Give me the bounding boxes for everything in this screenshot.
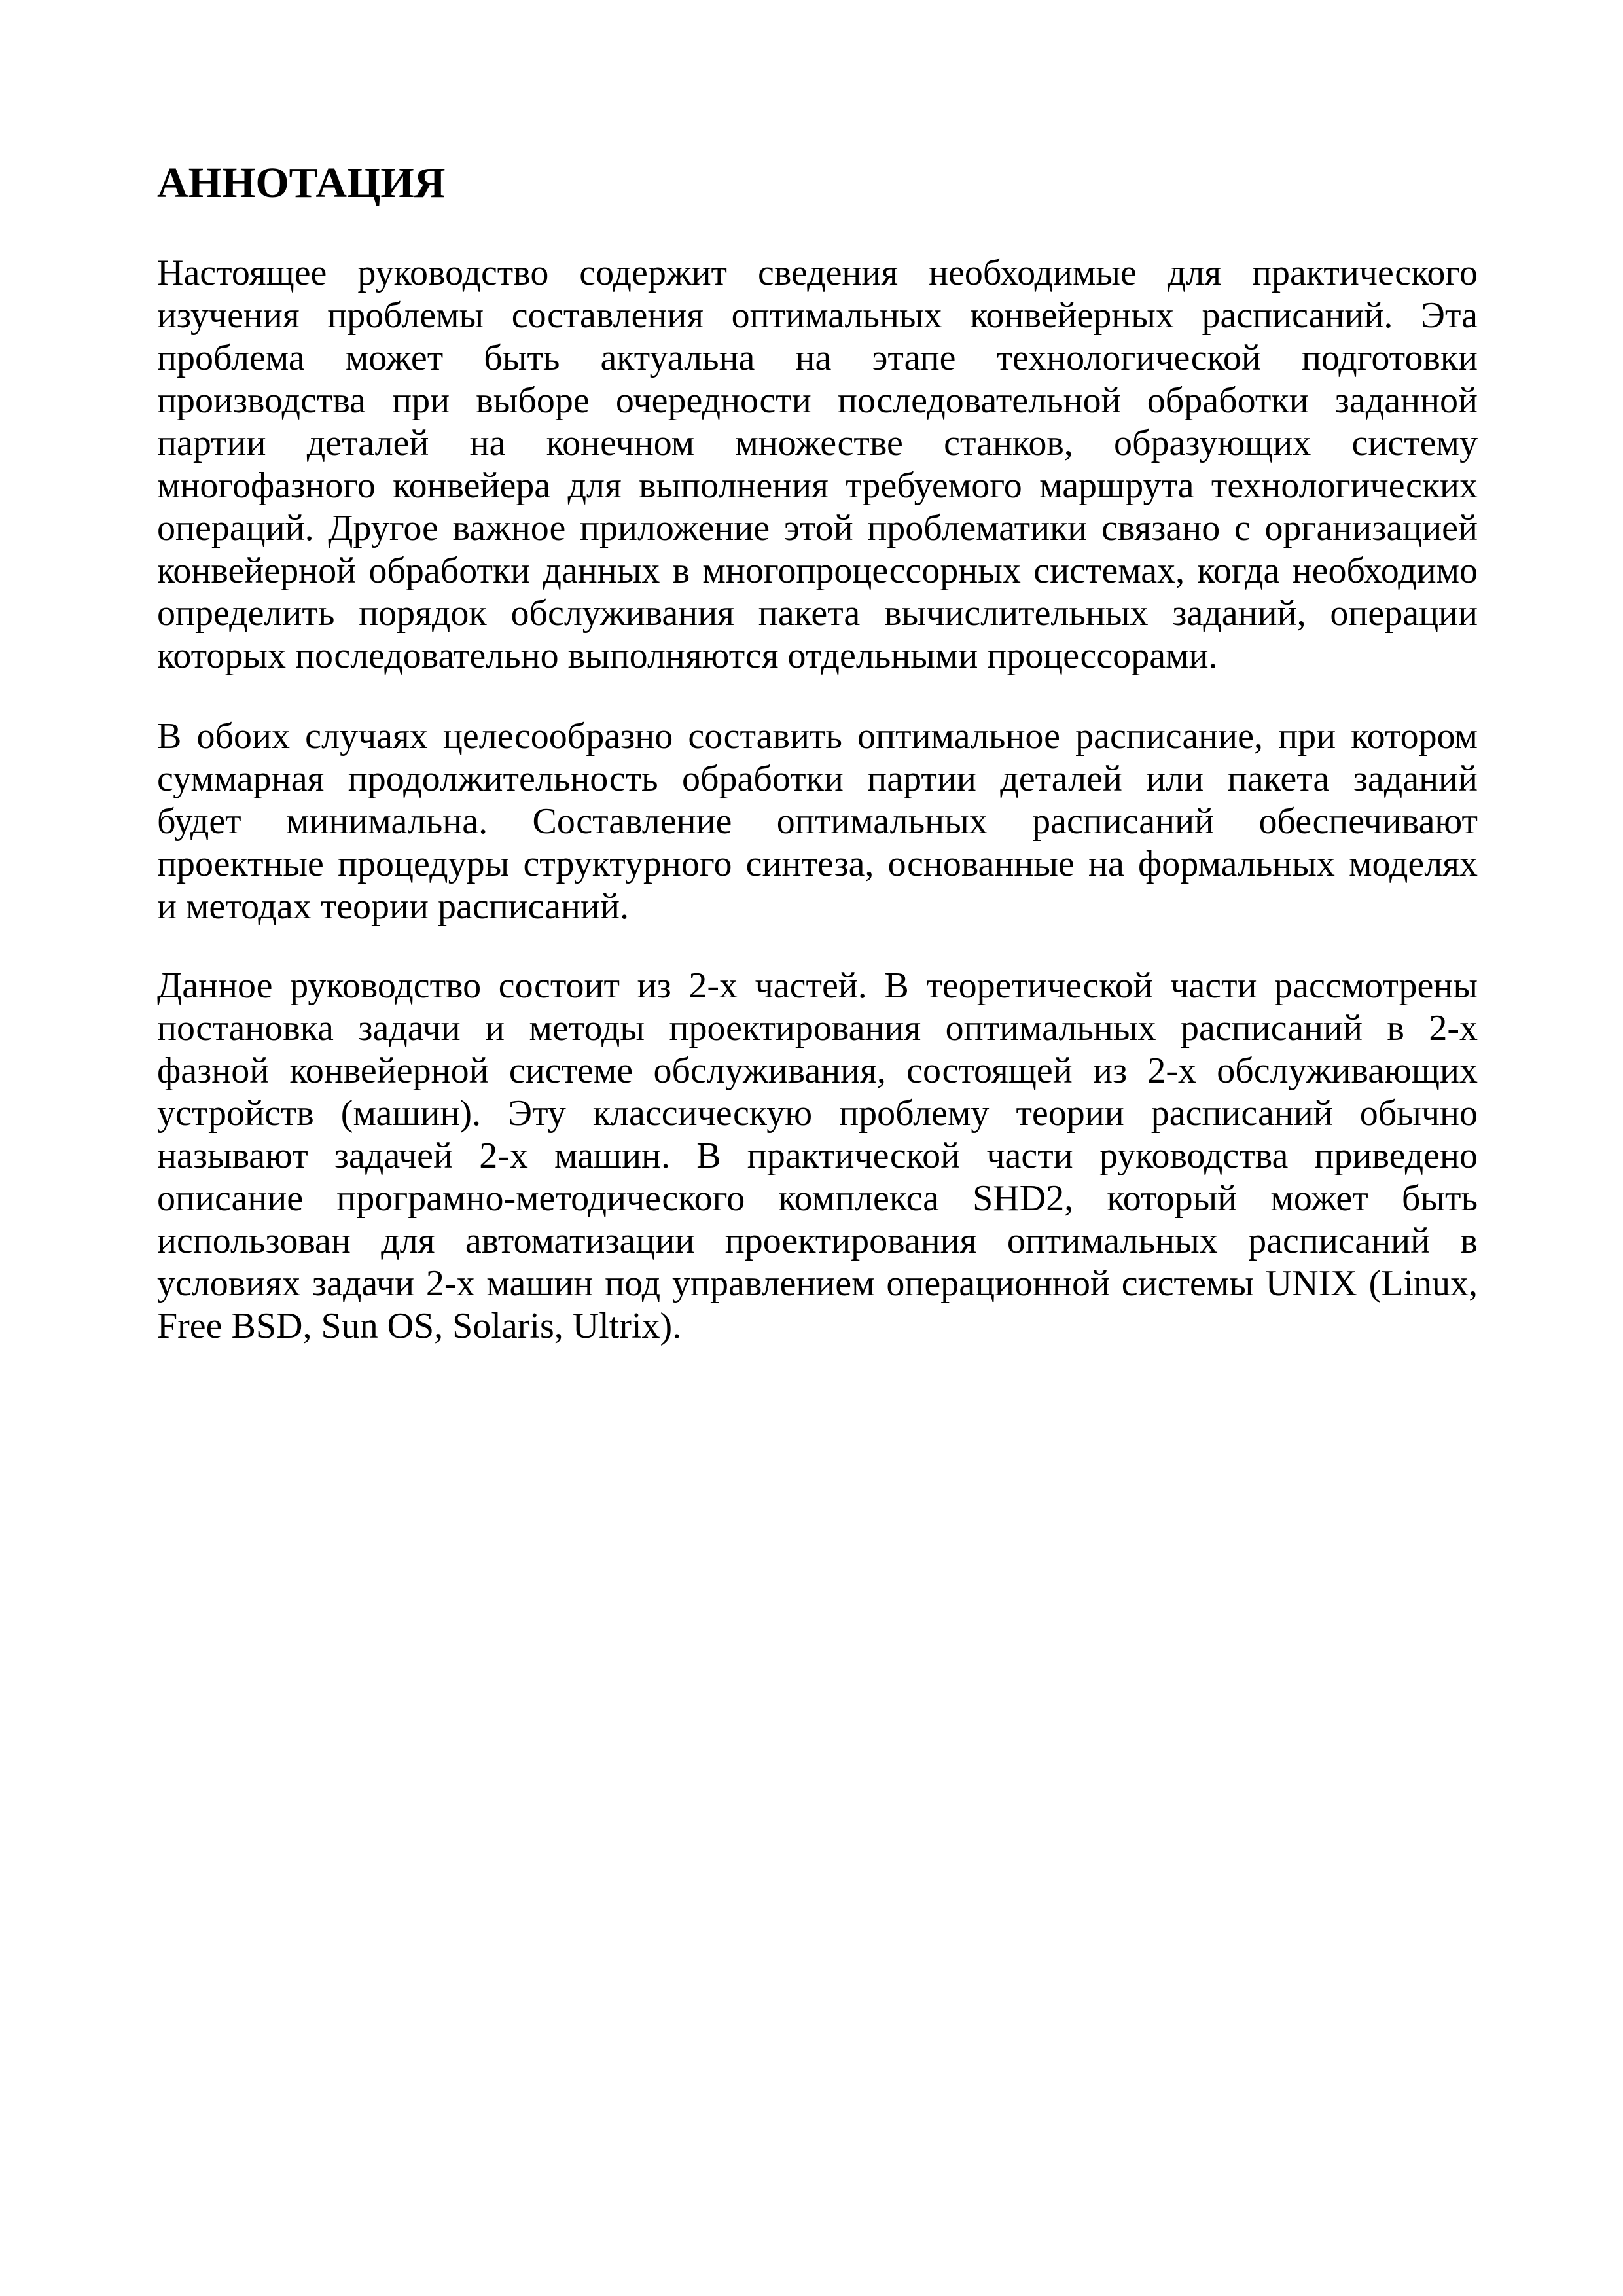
text-line: называют задачей 2-х машин. В практической части руководства приведено [157, 1136, 1478, 1176]
text-line: постановка задачи и методы проектирования оптимальных расписаний в 2-х [157, 1008, 1478, 1049]
text-line: производства при выборе очередности последовательной обработки заданной [157, 380, 1478, 421]
text-line: фазной конвейерной системе обслуживания, состоящей из 2-х обслуживающих [157, 1050, 1478, 1091]
text-line: суммарная продолжительность обработки партии деталей или пакета заданий [157, 759, 1478, 799]
paragraph-1 [157, 252, 1478, 677]
text-line: конвейерной обработки данных в многопроцессорных системах, когда необходимо [157, 550, 1478, 591]
text-line: операций. Другое важное приложение этой проблематики связано с организацией [157, 508, 1478, 548]
paragraph-2 [157, 715, 1478, 928]
text-line: и методах теории расписаний. [157, 886, 629, 927]
text-line: которых последовательно выполняются отдельными процессорами. [157, 636, 1218, 676]
text-line: партии деталей на конечном множестве станков, образующих систему [157, 423, 1478, 463]
text-line: определить порядок обслуживания пакета вычислительных заданий, операции [157, 593, 1478, 634]
text-line: Данное руководство состоит из 2-х частей. В теоретической части рассмотрены [157, 965, 1478, 1006]
text-line: использован для автоматизации проектирования оптимальных расписаний в [157, 1221, 1478, 1261]
paragraph-3 [157, 965, 1478, 1348]
text-line: проектные процедуры структурного синтеза, основанные на формальных моделях [157, 844, 1478, 884]
text-line: В обоих случаях целесообразно составить оптимальное расписание, при котором [157, 716, 1478, 757]
page-title: АННОТАЦИЯ [157, 159, 446, 207]
text-line: будет минимальна. Составление оптимальных расписаний обеспечивают [157, 801, 1478, 842]
text-line: условиях задачи 2-х машин под управлением операционной системы UNIX (Linux, [157, 1263, 1478, 1304]
text-line: проблема может быть актуальна на этапе технологической подготовки [157, 338, 1478, 378]
text-line: Free BSD, Sun OS, Solaris, Ultrix). [157, 1306, 682, 1346]
text-line: изучения проблемы составления оптимальных конвейерных расписаний. Эта [157, 295, 1478, 336]
text-line: многофазного конвейера для выполнения требуемого маршрута технологических [157, 465, 1478, 506]
text-line: Настоящее руководство содержит сведения необходимые для практического [157, 253, 1478, 293]
text-line: устройств (машин). Эту классическую проблему теории расписаний обычно [157, 1093, 1478, 1134]
text-line: описание програмно-методического комплекса SHD2, который может быть [157, 1178, 1478, 1219]
